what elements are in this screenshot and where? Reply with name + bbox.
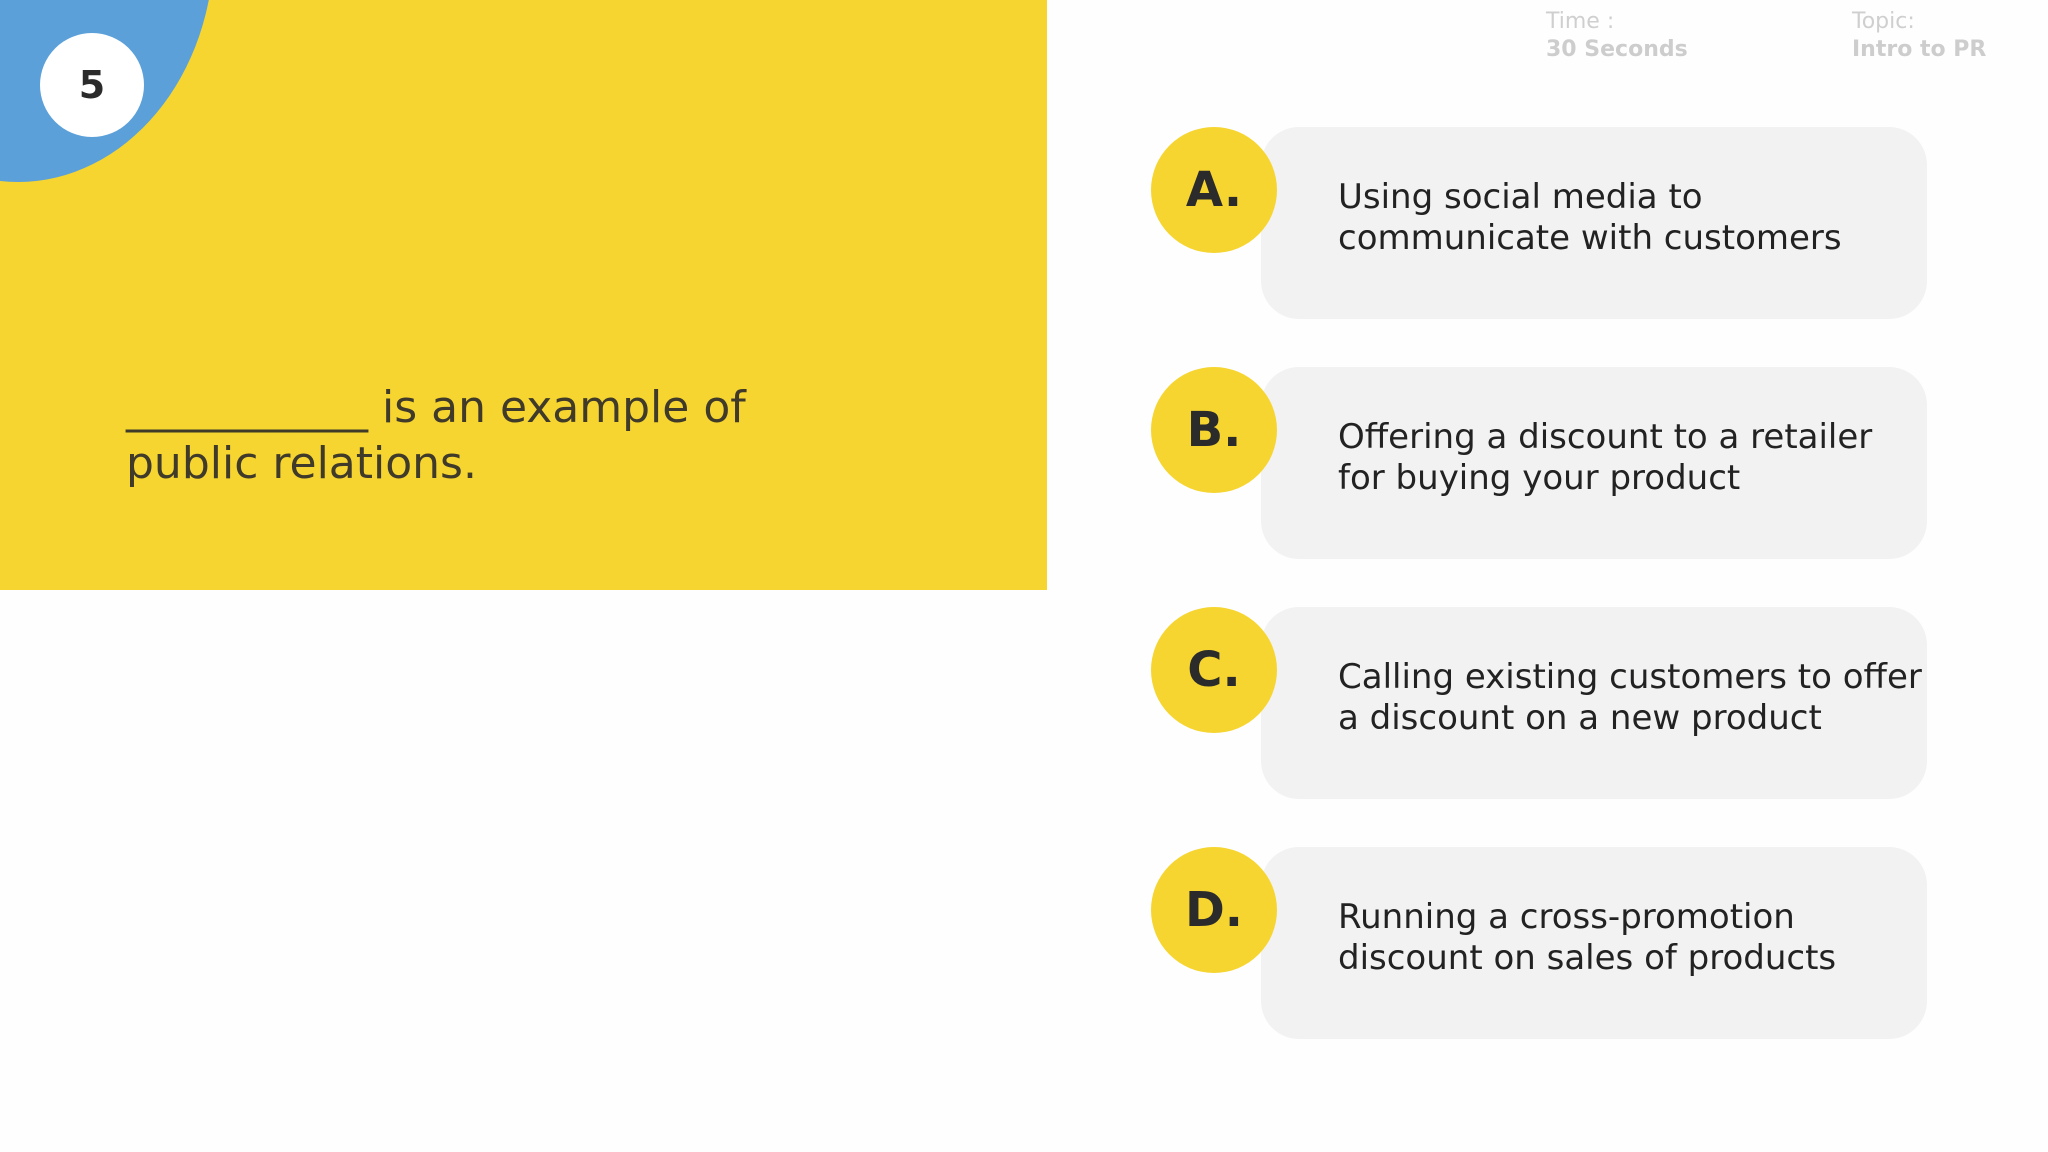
option-letter-badge: B.	[1151, 367, 1277, 493]
answer-text: Using social media to communicate with customers	[1338, 177, 1842, 258]
answer-option-d[interactable]	[1151, 847, 1929, 1039]
question-panel	[0, 0, 1047, 590]
answer-option-c[interactable]	[1151, 607, 1929, 799]
answer-option-a[interactable]	[1151, 127, 1929, 319]
time-info	[1546, 8, 1688, 64]
option-letter-badge: D.	[1151, 847, 1277, 973]
answer-option-b[interactable]	[1151, 367, 1929, 559]
answer-text: Running a cross-promotion discount on sales of products	[1338, 897, 1837, 978]
answer-text: Calling existing customers to offer a discount on a new product	[1338, 657, 1922, 738]
question-text: ___________ is an example of public relations.	[126, 382, 746, 489]
question-number-badge: 5	[40, 33, 144, 137]
time-label: Time :	[1546, 9, 1615, 34]
topic-value: Intro to PR	[1852, 37, 1987, 62]
topic-label: Topic:	[1852, 9, 1915, 34]
option-letter-badge: C.	[1151, 607, 1277, 733]
time-value: 30 Seconds	[1546, 37, 1688, 62]
option-letter-badge: A.	[1151, 127, 1277, 253]
topic-info	[1852, 8, 1986, 64]
answer-text: Offering a discount to a retailer for buying your product	[1338, 417, 1873, 498]
